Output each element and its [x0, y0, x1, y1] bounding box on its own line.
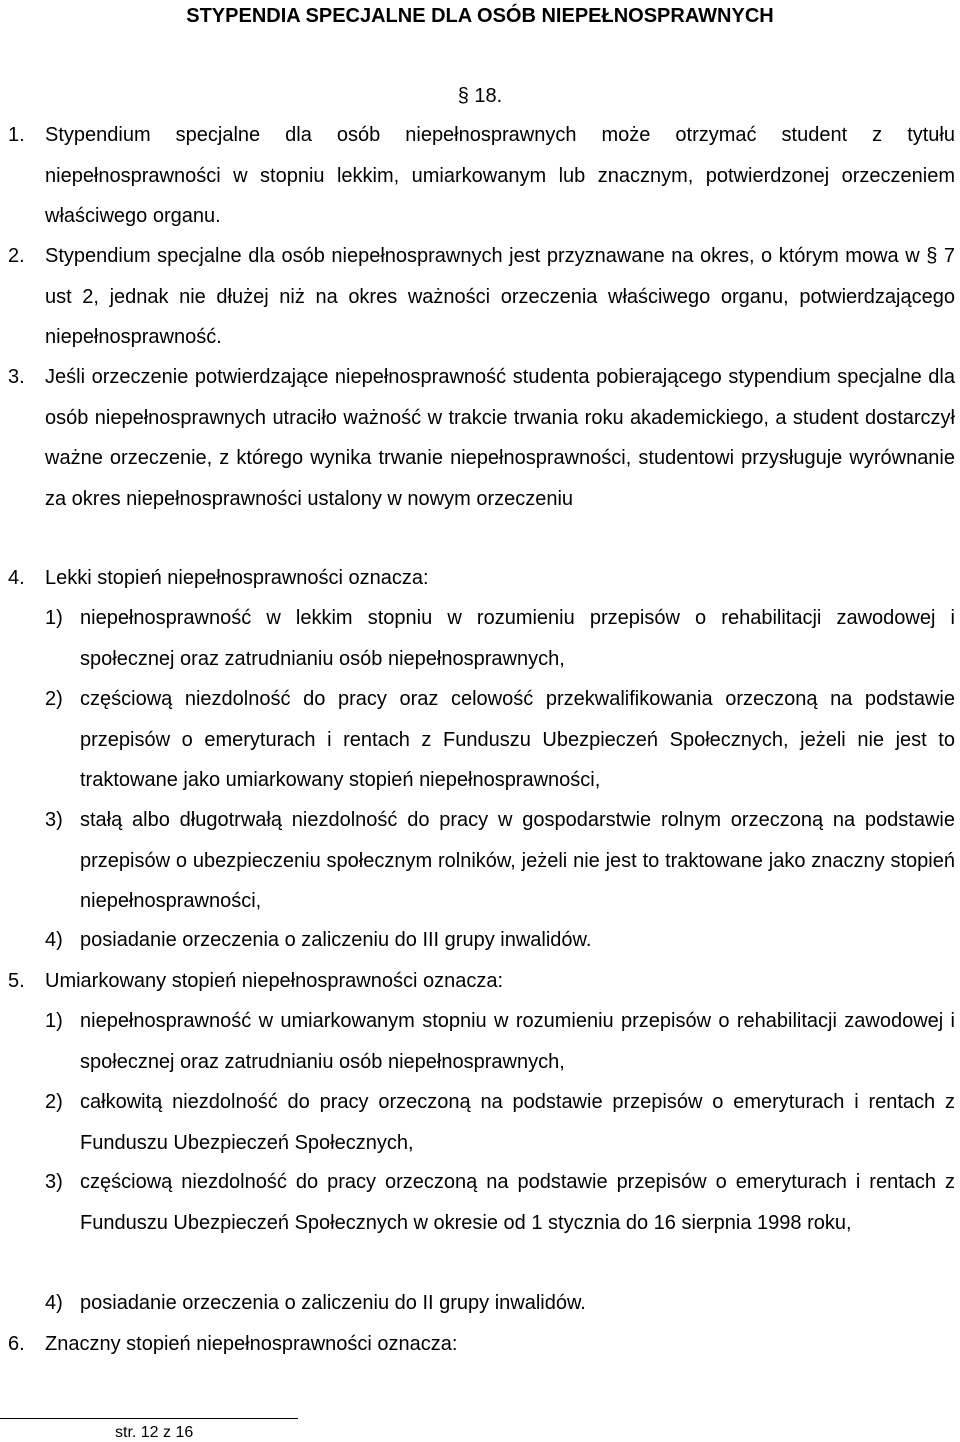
page-number: str. 12 z 16 [115, 1424, 194, 1441]
list-item-5-3 [0, 1162, 955, 1243]
paragraph-text: Stypendium specjalne dla osób niepełnosprawnych jest przyznawane na okres, o którym mowa w § 7 ust 2, jednak nie dłużej niż na okres ważności orzeczenia właściwego organu, potwierdzającego niepełnosprawność. [45, 245, 955, 348]
paragraph-4 [0, 558, 955, 599]
item-text: częściową niezdolność do pracy orzeczoną na podstawie przepisów o emeryturach i rentach z Funduszu Ubezpieczeń Społecznych w okresie od 1 stycznia do 16 sierpnia 1998 roku, [80, 1171, 955, 1234]
paragraph-number: 1. [8, 124, 25, 146]
item-number: 4) [45, 929, 63, 951]
paragraph-text: Umiarkowany stopień niepełnosprawności oznacza: [45, 970, 504, 992]
paragraph-text: Znaczny stopień niepełnosprawności oznacza: [45, 1333, 458, 1355]
list-item-4-4 [0, 920, 955, 961]
item-number: 1) [45, 1010, 63, 1032]
document-title: STYPENDIA SPECJALNE DLA OSÓB NIEPEŁNOSPRAWNYCH [186, 5, 774, 27]
item-text: stałą albo długotrwałą niezdolność do pracy w gospodarstwie rolnym orzeczoną na podstawie przepisów o ubezpieczeniu społecznym rolników, jeżeli nie jest to traktowane jako znaczny stopień niepełnosprawności, [80, 809, 955, 912]
paragraph-number: 4. [8, 567, 25, 589]
list-item-5-2 [0, 1082, 955, 1163]
item-text: częściową niezdolność do pracy oraz celowość przekwalifikowania orzeczoną na podstawie przepisów o emeryturach i rentach z Funduszu Ubezpieczeń Społecznych, jeżeli nie jest to traktowane jako umiarkowany stopień niepełnosprawności, [80, 688, 955, 791]
paragraph-text: Lekki stopień niepełnosprawności oznacza: [45, 567, 429, 589]
item-number: 1) [45, 607, 63, 629]
list-item-5-1 [0, 1001, 955, 1082]
section-heading: § 18. [457, 85, 503, 107]
list-item-4-1 [0, 598, 955, 679]
paragraph-text: Jeśli orzeczenie potwierdzające niepełnosprawność studenta pobierającego stypendium specjalne dla osób niepełnosprawnych utraciło ważność w trakcie trwania roku akademickiego, a student dostarczył ważne orzeczenie, z którego wynika trwanie niepełnosprawności, studentowi przysługuje wyrównanie za okres niepełnosprawności ustalony w nowym orzeczeniu [45, 366, 955, 510]
paragraph-number: 5. [8, 970, 25, 992]
item-number: 3) [45, 809, 63, 831]
item-text: całkowitą niezdolność do pracy orzeczoną na podstawie przepisów o emeryturach i rentach z Funduszu Ubezpieczeń Społecznych, [80, 1091, 955, 1154]
item-text: posiadanie orzeczenia o zaliczeniu do III grupy inwalidów. [80, 929, 592, 951]
paragraph-1 [0, 115, 955, 237]
item-number: 4) [45, 1292, 63, 1314]
item-number: 2) [45, 688, 63, 710]
paragraph-number: 2. [8, 245, 25, 267]
list-item-4-3 [0, 800, 955, 922]
paragraph-number: 3. [8, 366, 25, 388]
paragraph-text: Stypendium specjalne dla osób niepełnosprawnych może otrzymać student z tytułu niepełnosprawności w stopniu lekkim, umiarkowanym lub znacznym, potwierdzonej orzeczeniem właściwego organu. [45, 124, 955, 227]
item-number: 3) [45, 1171, 63, 1193]
paragraph-3 [0, 357, 955, 519]
item-number: 2) [45, 1091, 63, 1113]
paragraph-2 [0, 236, 955, 358]
item-text: niepełnosprawność w umiarkowanym stopniu w rozumieniu przepisów o rehabilitacji zawodowej i społecznej oraz zatrudnianiu osób niepełnosprawnych, [80, 1010, 955, 1073]
item-text: posiadanie orzeczenia o zaliczeniu do II grupy inwalidów. [80, 1292, 586, 1314]
list-item-4-2 [0, 679, 955, 801]
list-item-5-4 [0, 1283, 955, 1324]
footer-divider [0, 1418, 298, 1419]
item-text: niepełnosprawność w lekkim stopniu w rozumieniu przepisów o rehabilitacji zawodowej i społecznej oraz zatrudnianiu osób niepełnosprawnych, [80, 607, 955, 670]
paragraph-5 [0, 961, 955, 1002]
paragraph-number: 6. [8, 1333, 25, 1355]
paragraph-6 [0, 1324, 955, 1365]
